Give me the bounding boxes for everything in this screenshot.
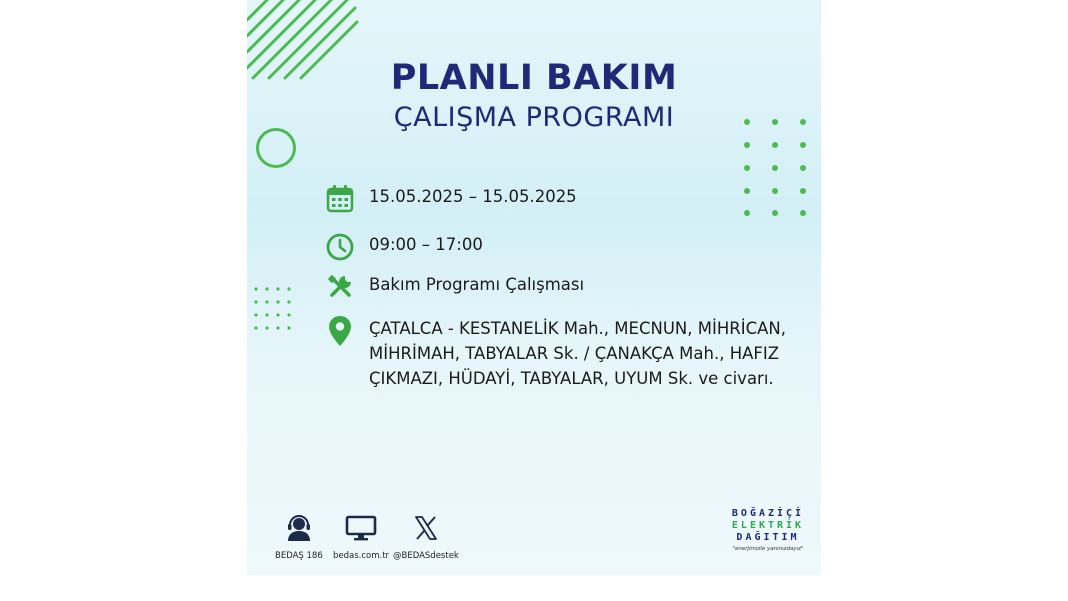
monitor-icon [345, 515, 377, 545]
headset-icon [285, 515, 313, 545]
dot-grid-decoration-small [253, 286, 297, 332]
location-row [325, 316, 809, 391]
website-label: bedas.com.tr [333, 551, 390, 561]
time-row [325, 232, 483, 262]
clock-icon [325, 232, 355, 262]
footer-website[interactable] [333, 515, 389, 561]
logo-line-2: ELEKTRİK [731, 520, 805, 531]
work-type-text: Bakım Programı Çalışması [369, 275, 585, 294]
announcement-card [247, 0, 821, 575]
date-row [325, 184, 577, 214]
footer-phone[interactable] [275, 515, 323, 561]
dot-grid-decoration [741, 116, 811, 218]
calendar-icon [325, 184, 355, 214]
footer-social[interactable] [393, 515, 459, 561]
logo-line-3: DAĞITIM [736, 532, 800, 543]
ring-decoration [256, 128, 296, 168]
company-logo [727, 508, 809, 552]
location-text: ÇATALCA - KESTANELİK Mah., MECNUN, MİHRİCAN, MİHRİMAH, TABYALAR Sk. / ÇANAKÇA Mah., HAFIZ ÇIKMAZI, HÜDAYİ, TABYALAR, UYUM Sk. ve civarı. [369, 319, 786, 388]
location-pin-icon [325, 316, 355, 346]
time-range-text: 09:00 – 17:00 [369, 235, 483, 254]
page-title: PLANLI BAKIM [390, 58, 678, 98]
logo-slogan: "enerjimizle yanınızdayız" [732, 546, 804, 552]
x-logo-icon [413, 515, 439, 545]
phone-label: BEDAŞ 186 [275, 551, 323, 561]
work-type-row [325, 272, 584, 302]
page-subtitle: ÇALIŞMA PROGRAMI [393, 102, 675, 133]
tools-icon [325, 272, 355, 302]
social-label: @BEDASdestek [393, 551, 459, 561]
date-range-text: 15.05.2025 – 15.05.2025 [369, 187, 577, 206]
logo-line-1: BOĞAZİÇİ [731, 508, 805, 519]
